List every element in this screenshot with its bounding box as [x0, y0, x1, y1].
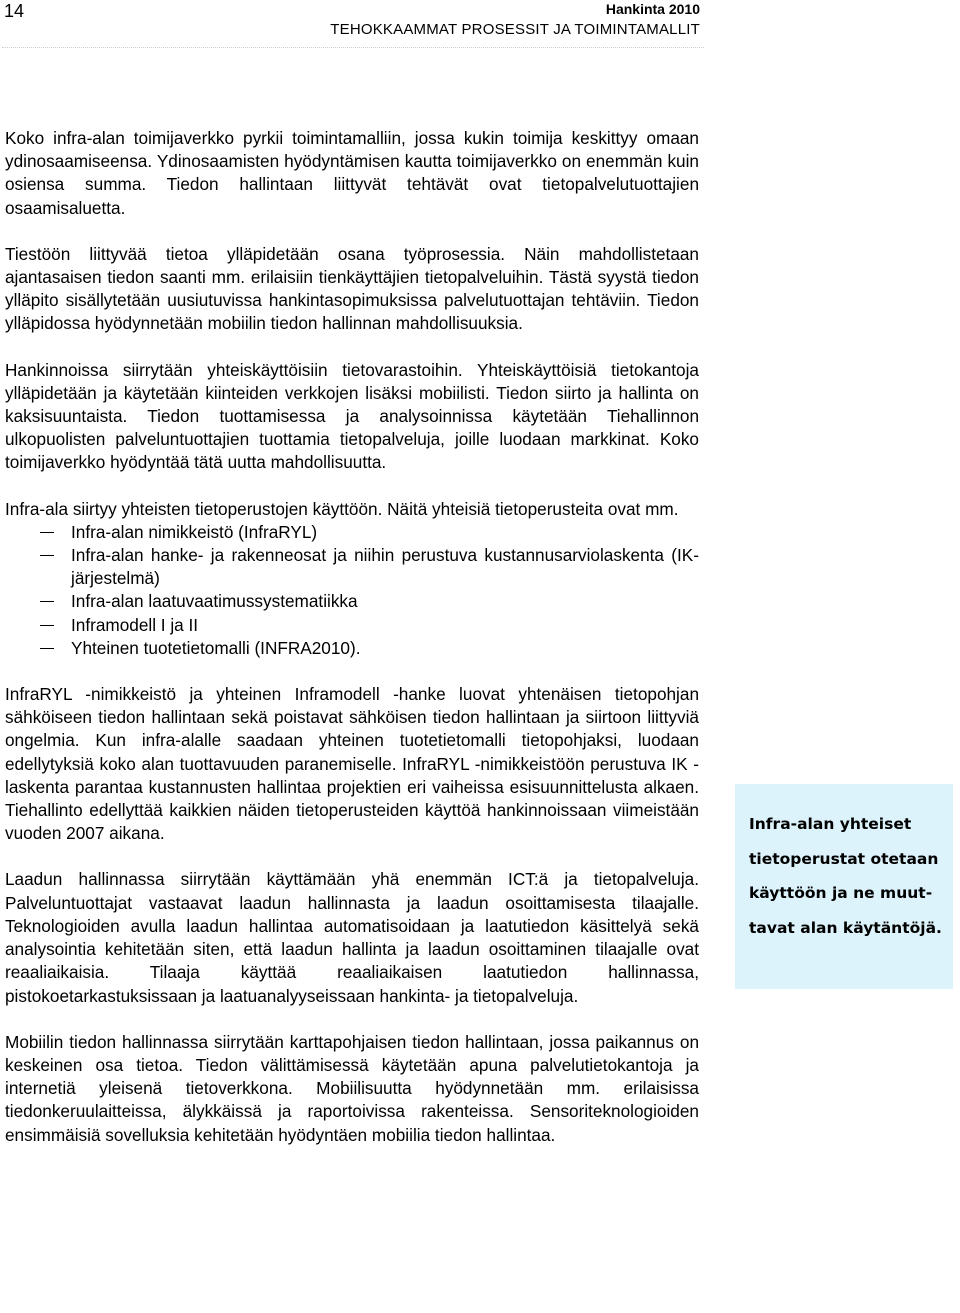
- header-title: TEHOKKAAMMAT PROSESSIT JA TOIMINTAMALLIT: [330, 21, 700, 38]
- list-item: Infra-alan laatuvaatimussystematiikka: [5, 590, 699, 613]
- paragraph-tietoperustat-intro: Infra-ala siirtyy yhteisten tietoperustojen käyttöön. Näitä yhteisiä tietoperusteita ovat mm.: [5, 498, 679, 519]
- paragraph-laadun-hallinta: Laadun hallinnassa siirrytään käyttämään yhä enemmän ICT:ä ja tietopalveluja. Palveluntuottajat vastaavat laadun hallinnasta ja laadun osoittamisesta tilaajalle. Teknologioiden avulla laadun hallintaa automatisoidaan ja laatutiedon käsittelyä sekä analysointia kehitetään siten, että laadun hallinta ja laadun osoittaminen tilaajalle ovat reaaliaikaisia. Tilaaja käyttää reaaliaikaisen laatutiedon hallinnassa, pistokoetarkastuksissaan ja laatuanalyyseissaan hankinta- ja tietopalveluja.: [5, 869, 699, 1006]
- header-divider: [2, 47, 704, 48]
- paragraph-yhteiskayttoiset-tietovarastot: Hankinnoissa siirrytään yhteiskäyttöisiin tietovarastoihin. Yhteiskäyttöisiä tietokantoja ylläpidetään ja käytetään kiinteiden verkkojen lisäksi mobiilisti. Tiedon siirto ja hallinta on kaksisuuntaista. Tiedon tuottamisessa ja analysoinnissa käytetään Tiehallinnon ulkopuolisten palveluntuottajien tuottamia tietopalveluja, joille luodaan markkinat. Koko toimijaverkko hyödyntää tätä uutta mahdollisuutta.: [5, 359, 699, 473]
- list-item: Inframodell I ja II: [5, 614, 699, 637]
- list-item: Infra-alan hanke- ja rakenneosat ja niihin perustuva kustannusarviolaskenta (IK-järjestelmä): [5, 544, 699, 590]
- header-date-label: Hankinta 2010: [605, 1, 700, 17]
- margin-note-box: [735, 784, 953, 989]
- main-text: [5, 127, 699, 1147]
- page-header: [0, 0, 704, 50]
- list-item: Yhteinen tuotetietomalli (INFRA2010).: [5, 637, 699, 660]
- paragraph-tiestotieto: Tiestöön liittyvää tietoa ylläpidetään osana työprosessia. Näin mahdollistetaan ajantasaisen tiedon saanti mm. erilaisiin tienkäyttäjien tietopalveluihin. Tästä syystä tiedon ylläpito sisällytetään uusiutuvissa hankintasopimuksissa palvelutuottajan tehtäviin. Tiedon ylläpidossa hyödynnetään mobiilin tiedon hallinnan mahdollisuuksia.: [5, 243, 699, 334]
- paragraph-mobiili-tiedonhallinta: Mobiilin tiedon hallinnassa siirrytään karttapohjaisen tiedon hallintaan, jossa paikannus on keskeinen osa tietoa. Tiedon välittämisessä käytetään apuna palvelutietokantoja ja internetiä yleisenä tietoverkkona. Mobiilisuutta hyödynnetään mm. erilaisissa tiedonkeruulaitteissa, älykkäissä ja raportoivissa rakenteissa. Sensoriteknologioiden ensimmäisiä sovelluksia kehitetään hyödyntäen mobiilia tiedon hallintaa.: [5, 1031, 699, 1145]
- paragraph-toimijaverkko: Koko infra-alan toimijaverkko pyrkii toimintamalliin, jossa kukin toimija keskittyy omaan ydinosaamiseensa. Ydinosaamisten hyödyntämisen kautta toimijaverkko on enemmän kuin osiensa summa. Tiedon hallintaan liittyvät tehtävät ovat tietopalvelutuottajien osaamisaluetta.: [5, 128, 699, 218]
- paragraph-infraryl: InfraRYL -nimikkeistö ja yhteinen Inframodell -hanke luovat yhtenäisen tietopohjan sähköiseen tiedon hallintaan sekä poistavat sähköisen tiedon hallintaan ja siirtoon liittyviä ongelmia. Kun infra-alalle saadaan yhteinen tuotetietomalli tietopohjaksi, luodaan edellytyksiä koko alan tuottavuuden paranemiselle. InfraRYL -nimikkeistöön perustuva IK -laskenta parantaa kustannusten hallintaa projektien eri vaiheissa esisuunnittelusta alkaen. Tiehallinto edellyttää kaikkien näiden tietoperusteiden käyttöä hankinnoissaan viimeistään vuoden 2007 aikana.: [5, 684, 699, 844]
- list-item: Infra-alan nimikkeistö (InfraRYL): [5, 521, 699, 544]
- page-number: 14: [4, 1, 25, 21]
- tietoperustat-list: [5, 521, 699, 660]
- margin-note-text: Infra-alan yhteiset tietoperustat otetaan käyttöön ja ne muuttavat alan käytäntöjä.: [749, 815, 942, 937]
